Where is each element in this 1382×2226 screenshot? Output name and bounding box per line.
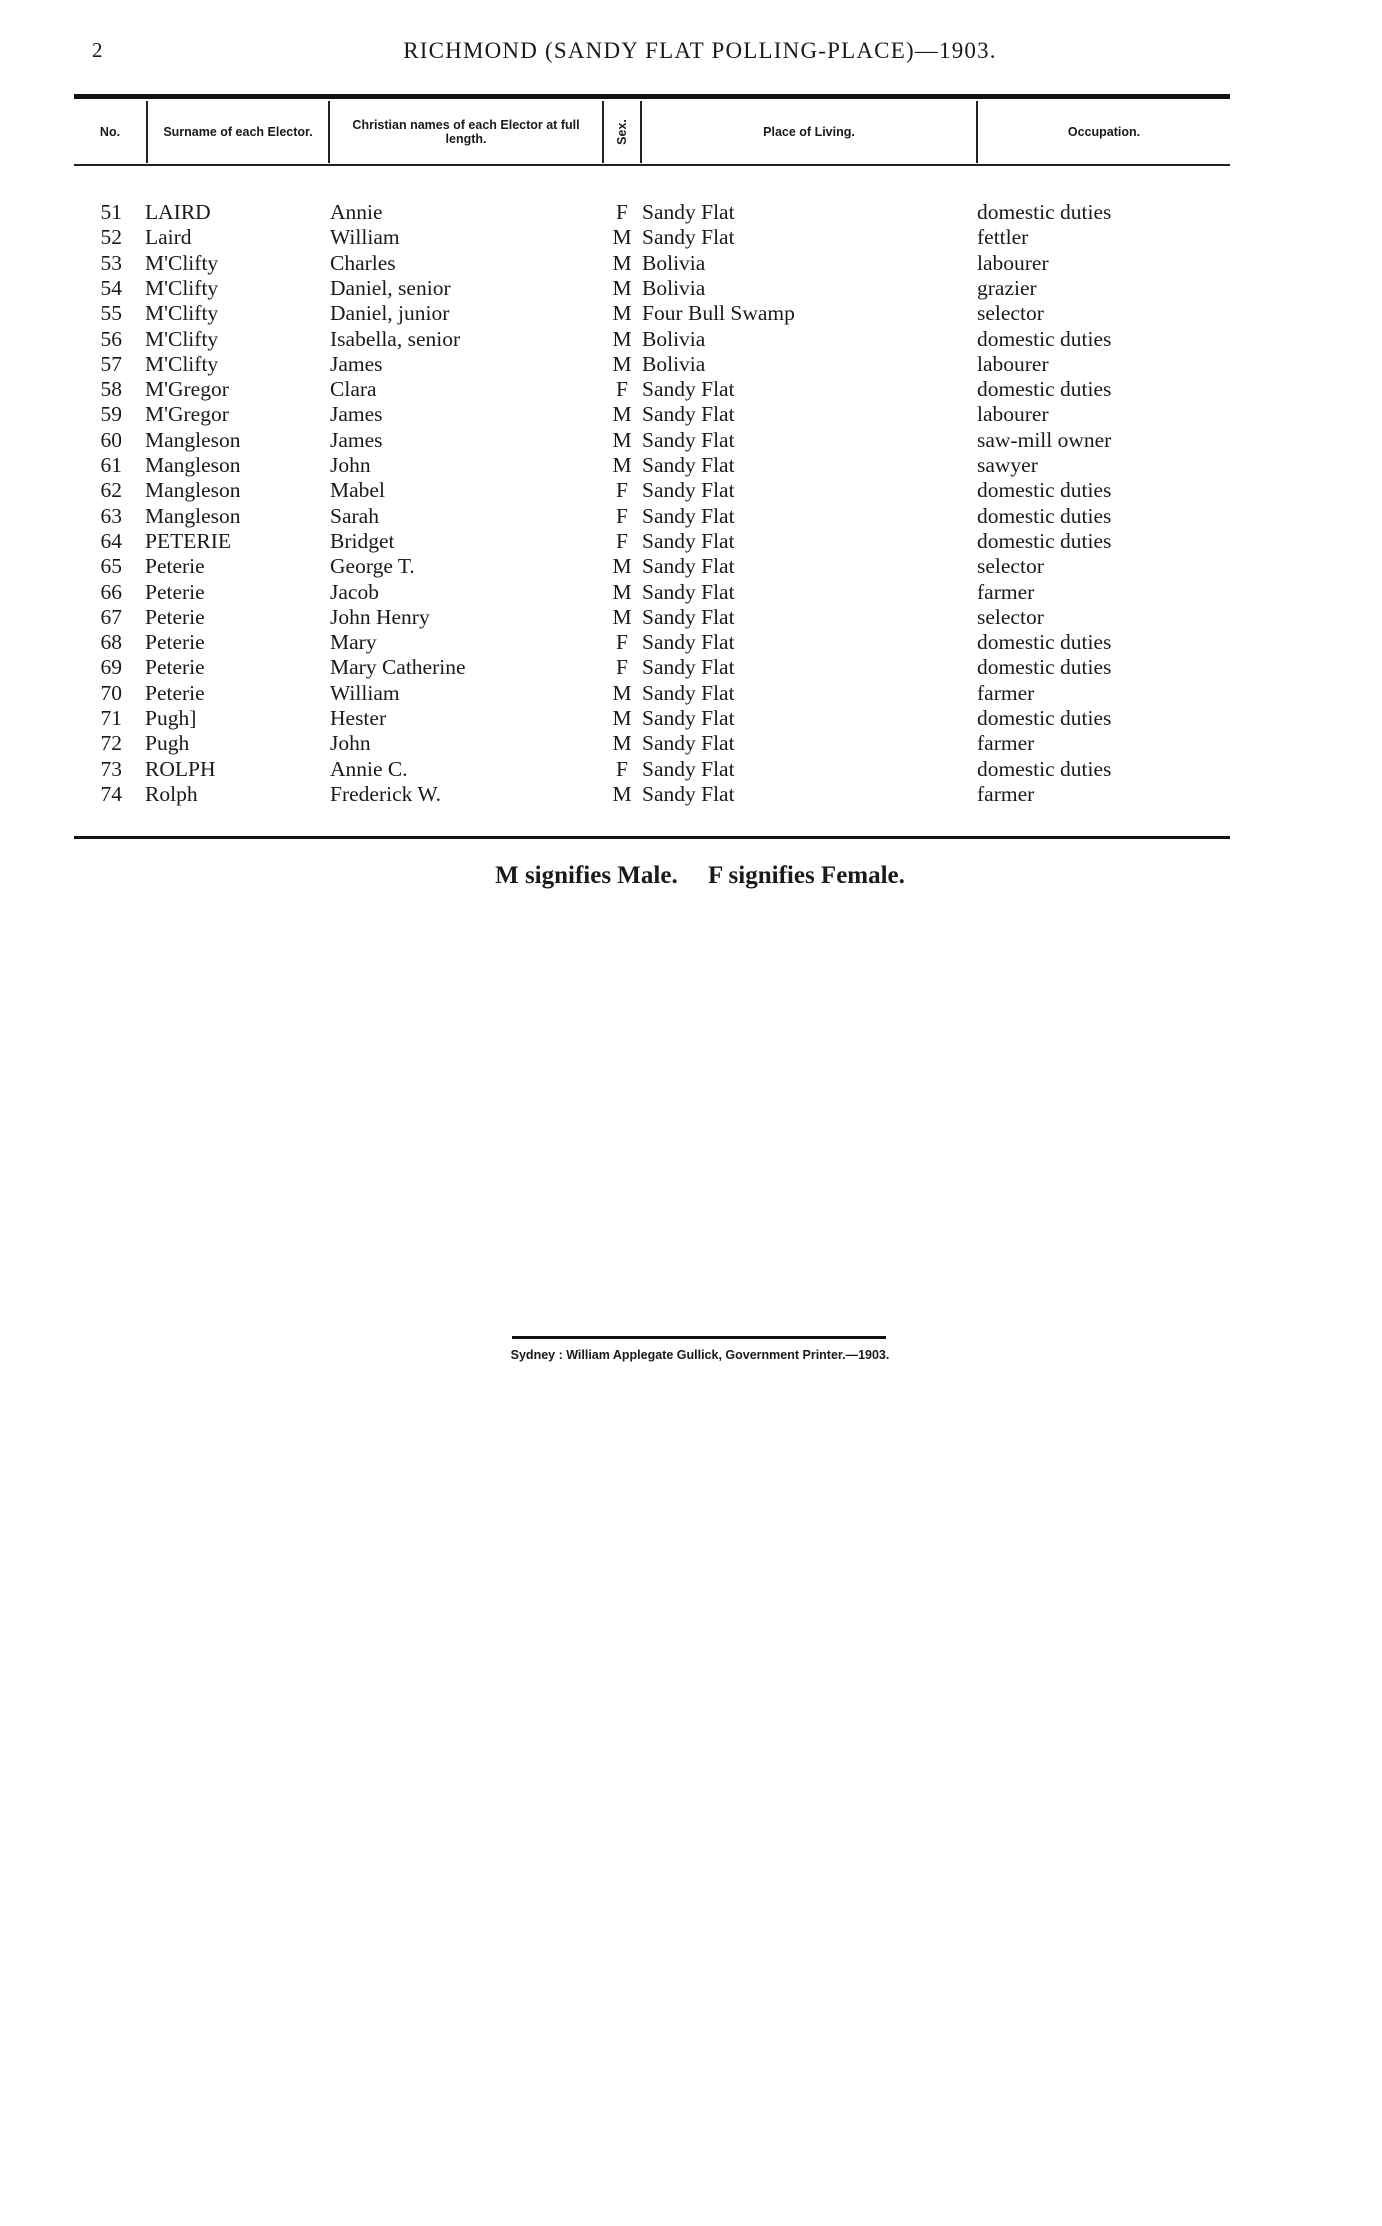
table-row	[0, 402, 1382, 427]
elector-occupation: domestic duties	[977, 200, 1112, 224]
elector-surname: Pugh]	[145, 706, 197, 730]
elector-sex: F	[616, 655, 628, 680]
elector-sex: M	[612, 301, 632, 326]
table-header	[74, 101, 1230, 163]
elector-surname: Peterie	[145, 604, 205, 629]
elector-number: 69	[100, 655, 122, 680]
header-place: Place of Living.	[763, 125, 855, 139]
elector-surname: Peterie	[145, 680, 205, 705]
table-top-rule	[74, 94, 1230, 99]
elector-sex: F	[616, 377, 628, 402]
elector-number: 59	[100, 402, 122, 427]
elector-christian-names: Daniel, senior	[330, 275, 451, 300]
elector-christian-names: James	[330, 351, 383, 376]
elector-christian-names: Sarah	[330, 503, 379, 528]
elector-place-of-living: Bolivia	[642, 250, 706, 275]
table-row	[0, 655, 1382, 680]
elector-place-of-living: Sandy Flat	[642, 706, 735, 730]
elector-sex: F	[616, 503, 628, 528]
elector-sex: M	[612, 781, 632, 806]
sex-legend	[0, 862, 1382, 890]
elector-number: 70	[100, 680, 122, 705]
elector-christian-names: Mabel	[330, 478, 385, 503]
header-no: No.	[99, 125, 121, 139]
elector-number: 51	[100, 200, 122, 224]
elector-occupation: domestic duties	[977, 377, 1112, 402]
elector-place-of-living: Sandy Flat	[642, 402, 735, 427]
elector-place-of-living: Sandy Flat	[642, 604, 735, 629]
elector-number: 61	[100, 453, 122, 477]
elector-number: 53	[100, 250, 122, 275]
elector-number: 73	[100, 756, 122, 781]
table-row	[0, 706, 1382, 731]
elector-number: 56	[100, 326, 122, 351]
page-number: 2	[92, 38, 103, 62]
elector-surname: M'Gregor	[145, 402, 229, 427]
elector-surname: Mangleson	[145, 503, 241, 528]
elector-place-of-living: Sandy Flat	[642, 200, 735, 224]
elector-christian-names: Annie C.	[330, 756, 408, 781]
elector-surname: LAIRD	[145, 200, 211, 224]
elector-sex: F	[616, 478, 628, 503]
elector-christian-names: John	[330, 453, 371, 477]
elector-occupation: labourer	[977, 402, 1049, 427]
elector-surname: ROLPH	[145, 756, 216, 781]
elector-occupation: grazier	[977, 275, 1037, 300]
printer-imprint: Sydney : William Applegate Gullick, Government Printer.—1903.	[510, 1348, 890, 1362]
elector-christian-names: Charles	[330, 250, 396, 275]
table-row	[0, 681, 1382, 706]
elector-number: 52	[100, 225, 122, 250]
elector-number: 67	[100, 604, 122, 629]
table-row	[0, 352, 1382, 377]
elector-surname: Peterie	[145, 630, 205, 655]
elector-occupation: fettler	[977, 225, 1029, 250]
table-row	[0, 200, 1382, 225]
elector-surname: M'Clifty	[145, 250, 219, 275]
elector-sex: M	[612, 275, 632, 300]
elector-place-of-living: Sandy Flat	[642, 427, 735, 452]
table-row	[0, 301, 1382, 326]
elector-sex: M	[612, 554, 632, 579]
table-row	[0, 453, 1382, 478]
elector-occupation: domestic duties	[977, 655, 1112, 680]
elector-surname: M'Clifty	[145, 326, 219, 351]
elector-occupation: labourer	[977, 351, 1049, 376]
elector-place-of-living: Sandy Flat	[642, 377, 735, 402]
elector-place-of-living: Bolivia	[642, 351, 706, 376]
table-bottom-rule	[74, 836, 1230, 839]
elector-christian-names: William	[330, 680, 400, 705]
elector-number: 68	[100, 630, 122, 655]
elector-surname: Peterie	[145, 655, 205, 680]
elector-place-of-living: Sandy Flat	[642, 655, 735, 680]
elector-place-of-living: Sandy Flat	[642, 781, 735, 806]
elector-place-of-living: Sandy Flat	[642, 680, 735, 705]
elector-occupation: domestic duties	[977, 756, 1112, 781]
elector-sex: M	[612, 604, 632, 629]
elector-christian-names: George T.	[330, 554, 415, 579]
elector-place-of-living: Sandy Flat	[642, 579, 735, 604]
table-row	[0, 554, 1382, 579]
elector-occupation: selector	[977, 554, 1044, 579]
elector-place-of-living: Sandy Flat	[642, 731, 735, 756]
elector-occupation: selector	[977, 604, 1044, 629]
legend-female: F signifies Female.	[707, 862, 905, 889]
elector-surname: Mangleson	[145, 427, 241, 452]
elector-place-of-living: Bolivia	[642, 275, 706, 300]
elector-number: 63	[100, 503, 122, 528]
elector-number: 57	[100, 351, 122, 376]
elector-christian-names: Mary Catherine	[330, 655, 466, 680]
header-sex	[604, 101, 640, 163]
elector-christian-names: James	[330, 402, 383, 427]
elector-sex: F	[616, 630, 628, 655]
elector-number: 65	[100, 554, 122, 579]
header-occupation: Occupation.	[1067, 125, 1141, 139]
elector-occupation: labourer	[977, 250, 1049, 275]
header-christian: Christian names of each Elector at full length.	[352, 118, 580, 146]
elector-sex: F	[616, 528, 628, 553]
elector-surname: Rolph	[145, 781, 198, 806]
elector-sex: M	[612, 427, 632, 452]
elector-place-of-living: Sandy Flat	[642, 478, 735, 503]
elector-surname: Mangleson	[145, 453, 241, 477]
elector-sex: M	[612, 225, 632, 250]
elector-number: 62	[100, 478, 122, 503]
table-header-bottom-rule	[74, 164, 1230, 166]
header-surname: Surname of each Elector.	[163, 125, 313, 139]
elector-occupation: farmer	[977, 781, 1035, 806]
elector-number: 71	[100, 706, 122, 730]
table-row	[0, 251, 1382, 276]
elector-place-of-living: Bolivia	[642, 326, 706, 351]
elector-christian-names: Frederick W.	[330, 781, 442, 806]
elector-place-of-living: Sandy Flat	[642, 225, 735, 250]
elector-place-of-living: Sandy Flat	[642, 554, 735, 579]
header-sex-label: Sex.	[615, 119, 629, 145]
elector-occupation: farmer	[977, 731, 1035, 756]
printer-rule	[512, 1336, 886, 1339]
elector-occupation: domestic duties	[977, 326, 1112, 351]
table-row	[0, 757, 1382, 782]
elector-place-of-living: Sandy Flat	[642, 528, 735, 553]
elector-occupation: saw-mill owner	[977, 427, 1112, 452]
elector-christian-names: Annie	[330, 200, 383, 224]
elector-christian-names: William	[330, 225, 400, 250]
elector-occupation: domestic duties	[977, 478, 1112, 503]
elector-occupation: selector	[977, 301, 1044, 326]
table-row	[0, 731, 1382, 756]
elector-number: 74	[100, 781, 122, 806]
elector-number: 66	[100, 579, 122, 604]
table-row	[0, 529, 1382, 554]
elector-surname: M'Clifty	[145, 275, 219, 300]
table-row	[0, 377, 1382, 402]
elector-sex: M	[612, 579, 632, 604]
elector-occupation: farmer	[977, 579, 1035, 604]
elector-number: 58	[100, 377, 122, 402]
elector-sex: M	[612, 706, 632, 730]
elector-occupation: domestic duties	[977, 706, 1112, 730]
elector-christian-names: John	[330, 731, 371, 756]
elector-number: 60	[100, 427, 122, 452]
elector-surname: M'Gregor	[145, 377, 229, 402]
elector-surname: Peterie	[145, 554, 205, 579]
elector-sex: F	[616, 200, 628, 224]
elector-surname: Laird	[145, 225, 192, 250]
elector-occupation: sawyer	[977, 453, 1038, 477]
table-row	[0, 225, 1382, 250]
table-row	[0, 428, 1382, 453]
elector-surname: Peterie	[145, 579, 205, 604]
elector-christian-names: James	[330, 427, 383, 452]
page-title: RICHMOND (SANDY FLAT POLLING-PLACE)—1903.	[403, 38, 997, 63]
elector-surname: M'Clifty	[145, 301, 219, 326]
elector-sex: M	[612, 250, 632, 275]
legend-male: M signifies Male.	[495, 862, 678, 889]
elector-place-of-living: Sandy Flat	[642, 756, 735, 781]
table-row	[0, 327, 1382, 352]
elector-place-of-living: Sandy Flat	[642, 503, 735, 528]
table-row	[0, 504, 1382, 529]
elector-christian-names: Bridget	[330, 528, 395, 553]
elector-number: 72	[100, 731, 122, 756]
table-row	[0, 630, 1382, 655]
elector-christian-names: Isabella, senior	[330, 326, 461, 351]
table-row	[0, 782, 1382, 807]
table-row	[0, 478, 1382, 503]
elector-number: 55	[100, 301, 122, 326]
elector-surname: PETERIE	[145, 528, 231, 553]
elector-sex: M	[612, 326, 632, 351]
elector-sex: M	[612, 680, 632, 705]
elector-occupation: domestic duties	[977, 630, 1112, 655]
elector-place-of-living: Sandy Flat	[642, 630, 735, 655]
elector-sex: M	[612, 351, 632, 376]
table-row	[0, 580, 1382, 605]
elector-number: 64	[100, 528, 122, 553]
elector-sex: M	[612, 731, 632, 756]
elector-christian-names: Clara	[330, 377, 377, 402]
elector-surname: Mangleson	[145, 478, 241, 503]
elector-occupation: farmer	[977, 680, 1035, 705]
elector-occupation: domestic duties	[977, 503, 1112, 528]
elector-christian-names: Hester	[330, 706, 387, 730]
elector-number: 54	[100, 275, 122, 300]
elector-christian-names: John Henry	[330, 604, 430, 629]
table-row	[0, 605, 1382, 630]
elector-occupation: domestic duties	[977, 528, 1112, 553]
elector-christian-names: Jacob	[330, 579, 379, 604]
elector-sex: F	[616, 756, 628, 781]
elector-place-of-living: Sandy Flat	[642, 453, 735, 477]
elector-christian-names: Daniel, junior	[330, 301, 450, 326]
table-row	[0, 276, 1382, 301]
elector-sex: M	[612, 402, 632, 427]
elector-surname: Pugh	[145, 731, 190, 756]
elector-sex: M	[612, 453, 632, 477]
elector-place-of-living: Four Bull Swamp	[642, 301, 795, 326]
elector-surname: M'Clifty	[145, 351, 219, 376]
elector-christian-names: Mary	[330, 630, 377, 655]
